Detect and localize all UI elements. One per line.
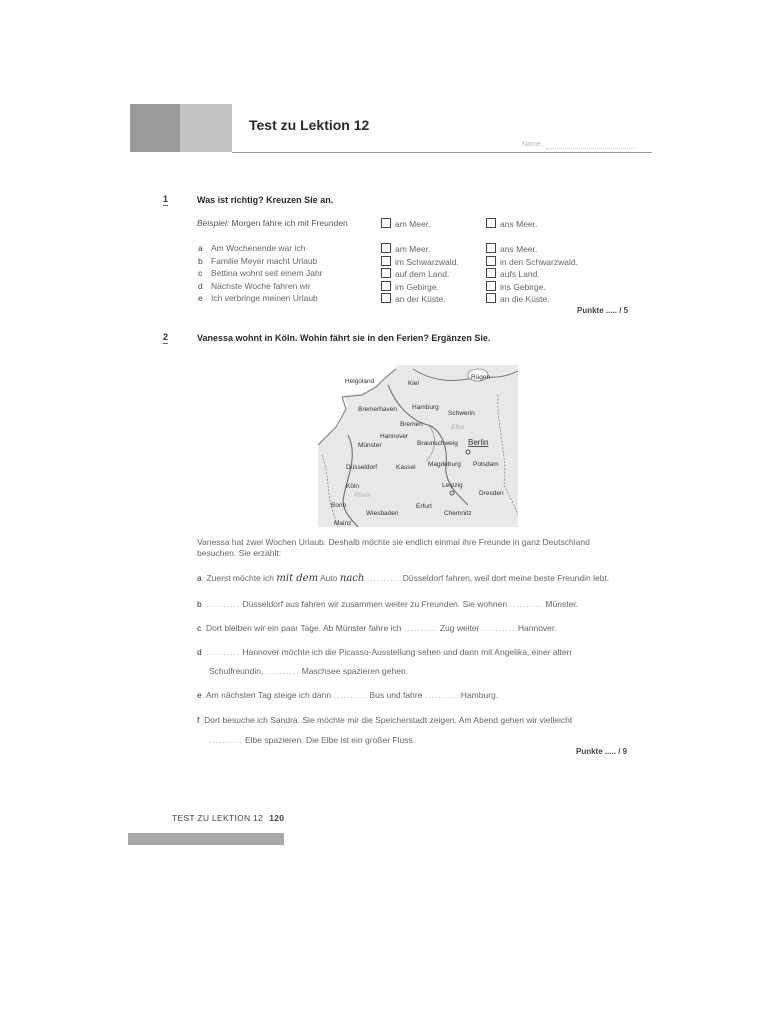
- checkbox-icon[interactable]: [381, 268, 391, 278]
- exercise-1-example: [197, 218, 348, 228]
- exercise-2-number: 2: [163, 332, 169, 342]
- intro-line-1: Vanessa hat zwei Wochen Urlaub. Deshalb möchte sie endlich einmal ihre Freunde in ganz Deutschland: [197, 537, 590, 547]
- map-label-duesseldorf: Düsseldorf: [346, 464, 378, 471]
- example-text: Morgen fahre ich mit Freunden: [231, 218, 348, 228]
- blank-gap[interactable]: ..........: [403, 623, 438, 633]
- map-label-braunschweig: Braunschweig: [417, 440, 458, 447]
- map-label-chemnitz: Chemnitz: [444, 510, 472, 517]
- exercise-1-heading: Was ist richtig? Kreuzen Sie an.: [197, 195, 334, 205]
- row-letter: c: [198, 268, 203, 278]
- map-label-wiesbaden: Wiesbaden: [366, 510, 399, 517]
- map-label-koeln: Köln: [346, 483, 360, 490]
- map-label-elbe: Elbe: [451, 424, 465, 431]
- map-label-potsdam: Potsdam: [473, 461, 499, 468]
- blank-gap[interactable]: ..........: [366, 573, 401, 583]
- page-footer: [172, 813, 284, 823]
- map-label-schwerin: Schwerin: [448, 410, 475, 417]
- sentence-c: c Dort bleiben wir ein paar Tage. Ab Münster fahre ich .......... Zug weiter .......... Hannover.: [197, 623, 557, 633]
- map-label-mainz: Mainz: [334, 520, 352, 527]
- row-option-a[interactable]: am Meer.: [381, 243, 430, 254]
- example-option-b[interactable]: ans Meer.: [486, 218, 537, 229]
- map-label-dresden: Dresden: [479, 490, 504, 497]
- blank-gap[interactable]: ..........: [206, 599, 241, 609]
- row-option-b[interactable]: aufs Land.: [486, 268, 540, 279]
- row-text: Nächste Woche fahren wir: [211, 281, 311, 291]
- row-option-a[interactable]: auf dem Land.: [381, 268, 449, 279]
- row-option-a[interactable]: im Gebirge.: [381, 281, 439, 292]
- example-label: Beispiel:: [197, 218, 230, 228]
- map-label-kiel: Kiel: [408, 380, 419, 387]
- blank-gap[interactable]: ..........: [509, 599, 544, 609]
- row-letter: e: [198, 293, 203, 303]
- exercise-1-score: Punkte ..... / 5: [577, 306, 629, 315]
- blank-gap[interactable]: ..........: [209, 735, 243, 745]
- checkbox-icon[interactable]: [486, 243, 496, 253]
- checkbox-icon[interactable]: [381, 293, 391, 303]
- map-label-hamburg: Hamburg: [412, 404, 439, 411]
- header-gray-block-dark: [130, 104, 180, 152]
- map-label-berlin: Berlin: [468, 438, 489, 447]
- intro-line-2: besuchen. Sie erzählt:: [197, 548, 282, 558]
- map-label-kassel: Kassel: [396, 464, 416, 471]
- checkbox-icon[interactable]: [486, 293, 496, 303]
- header-gray-block-light: [180, 104, 232, 152]
- row-text: Familie Meyer macht Urlaub: [211, 256, 318, 266]
- checkbox-icon[interactable]: [486, 281, 496, 291]
- handwritten-answer: mit dem: [276, 573, 319, 584]
- name-field[interactable]: [546, 148, 634, 149]
- map-label-rhein: Rhein: [354, 492, 371, 499]
- blank-gap[interactable]: ..........: [206, 647, 241, 657]
- footer-gray-bar: [128, 833, 284, 845]
- checkbox-icon[interactable]: [381, 243, 391, 253]
- row-text: Bettina wohnt seit einem Jahr: [211, 268, 323, 278]
- sentence-f: f Dort besuche ich Sandra. Sie möchte mir die Speicherstadt zeigen. Am Abend gehen wir vielleicht: [197, 715, 573, 725]
- page-number: 120: [269, 813, 285, 823]
- row-text: Ich verbringe meinen Urlaub: [211, 293, 318, 303]
- germany-map-svg: [318, 365, 518, 527]
- handwritten-answer: nach: [339, 573, 365, 584]
- row-option-a[interactable]: an der Küste.: [381, 293, 446, 304]
- name-label: Name:: [522, 141, 543, 148]
- map-label-bonn: Bonn: [331, 502, 347, 509]
- row-option-b[interactable]: an die Küste.: [486, 293, 550, 304]
- map-label-bremerhaven: Bremerhaven: [358, 406, 398, 413]
- germany-map: [318, 365, 518, 527]
- checkbox-icon[interactable]: [486, 268, 496, 278]
- blank-gap[interactable]: ..........: [333, 690, 368, 700]
- exercise-2-score: Punkte ..... / 9: [576, 747, 628, 756]
- exercise-1-number: 1: [163, 194, 169, 204]
- sentence-a: a Zuerst möchte ich mit dem Auto nach .......... Düsseldorf fahren, weil dort meine beste Freundin lebt.: [197, 573, 610, 584]
- row-option-a[interactable]: im Schwarzwald.: [381, 256, 459, 267]
- footer-label: TEST ZU LEKTION 12: [172, 813, 264, 823]
- map-label-muenster: Münster: [358, 442, 382, 449]
- checkbox-icon[interactable]: [486, 256, 496, 266]
- sentence-f-continued: .......... Elbe spazieren. Die Elbe ist ein großer Fluss.: [209, 735, 416, 745]
- exercise-2-heading: Vanessa wohnt in Köln. Wohin fährt sie in den Ferien? Ergänzen Sie.: [197, 333, 491, 343]
- row-option-b[interactable]: in den Schwarzwald.: [486, 256, 578, 267]
- blank-gap[interactable]: ..........: [265, 666, 300, 676]
- map-label-leipzig: Leipzig: [442, 482, 463, 489]
- checkbox-icon[interactable]: [486, 218, 496, 228]
- page-title: Test zu Lektion 12: [249, 117, 370, 133]
- map-label-magdeburg: Magdeburg: [428, 461, 461, 468]
- row-option-b[interactable]: ans Meer.: [486, 243, 537, 254]
- exercise-2-intro: [197, 537, 637, 559]
- row-letter: d: [198, 281, 203, 291]
- row-option-b[interactable]: ins Gebirge.: [486, 281, 546, 292]
- sentence-d-continued: Schulfreundin, .......... Maschsee spazieren gehen.: [209, 666, 409, 676]
- sentence-e: e Am nächsten Tag steige ich dann .......... Bus und fahre .......... Hamburg.: [197, 690, 499, 700]
- map-label-erfurt: Erfurt: [416, 503, 432, 510]
- sentence-b: b .......... Düsseldorf aus fahren wir zusammen weiter zu Freunden. Sie wohnen .......... Münster.: [197, 599, 579, 609]
- row-letter: b: [198, 256, 203, 266]
- checkbox-icon[interactable]: [381, 256, 391, 266]
- map-label-helgoland: Helgoland: [345, 378, 375, 385]
- sentence-d: d .......... Hannover möchte ich die Picasso-Ausstellung sehen und dann mit Angelika, einer alten: [197, 647, 572, 657]
- example-option-a[interactable]: am Meer.: [381, 218, 430, 229]
- checkbox-icon[interactable]: [381, 281, 391, 291]
- map-label-ruegen: Rügen: [471, 374, 491, 381]
- map-label-bremen: Bremen: [400, 421, 423, 428]
- checkbox-icon[interactable]: [381, 218, 391, 228]
- row-letter: a: [198, 243, 203, 253]
- blank-gap[interactable]: ..........: [481, 623, 516, 633]
- row-text: Am Wochenende war ich: [211, 243, 306, 253]
- header-rule: [232, 152, 652, 153]
- blank-gap[interactable]: ..........: [424, 690, 459, 700]
- map-label-hannover: Hannover: [380, 433, 409, 440]
